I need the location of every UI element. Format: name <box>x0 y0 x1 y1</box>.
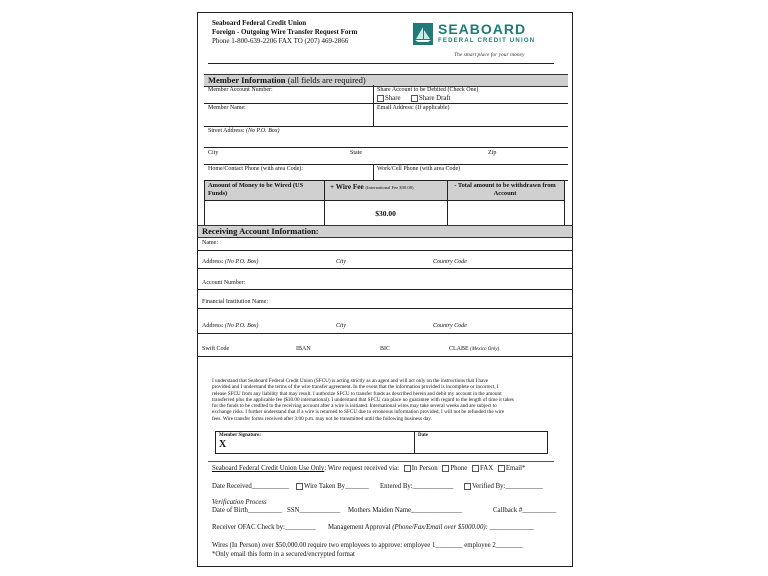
callback-field: Callback #__________ <box>493 507 557 514</box>
fax-checkbox[interactable] <box>472 465 479 472</box>
institution-address-label: Address: (No P.O. Box) <box>202 323 259 329</box>
wire-transfer-form-page <box>197 12 573 567</box>
logo-subtitle: FEDERAL CREDIT UNION <box>438 38 536 44</box>
internal-use-header: Seaboard Federal Credit Union Use Only: Wire request received via: In Person Phone FAX Email* <box>212 465 526 473</box>
iban-label: IBAN <box>296 346 311 352</box>
entered-by-field: Entered By:____________ <box>380 483 454 490</box>
total-withdrawn-label: - Total amount to be withdrawn from Account <box>454 182 556 197</box>
seaboard-logo-icon <box>413 23 433 45</box>
amount-wired-label: Amount of Money to be Wired (US Funds) <box>208 182 304 197</box>
org-name: Seaboard Federal Credit Union <box>212 19 307 27</box>
form-title: Foreign - Outgoing Wire Transfer Request Form <box>212 28 358 36</box>
zip-label: Zip <box>488 150 497 156</box>
receiving-info-header: Receiving Account Information: <box>198 225 572 238</box>
bic-label: BIC <box>380 346 391 352</box>
work-phone-label: Work/Cell Phone (with area Code) <box>377 166 461 172</box>
city-label: City <box>208 150 219 156</box>
management-approval-field: Management Approval (Phone/Fax/Email over $5000.00): _____________ <box>328 524 534 531</box>
member-name-label: Member Name: <box>208 105 246 111</box>
logo-tagline: The smart place for your money <box>454 52 525 58</box>
ssn-field: SSN____________ <box>287 507 341 514</box>
email-label: Email Address: (If applicable) <box>377 105 450 111</box>
financial-institution-label: Financial Institution Name: <box>202 299 268 305</box>
state-label: State <box>350 150 362 156</box>
logo-name: SEABOARD <box>438 21 527 37</box>
share-draft-checkbox[interactable]: Share Draft <box>408 95 451 102</box>
email-encryption-note: *Only email this form in a secured/encrypted format <box>212 551 355 558</box>
wire-fee-value: $30.00 <box>375 209 396 218</box>
institution-country-label: Country Code <box>433 323 467 329</box>
verification-process-label: Verification Process <box>212 499 267 506</box>
clabe-label: CLABE (Mexico Only) <box>449 346 500 352</box>
ofac-check-field: Receiver OFAC Check by:_________ <box>212 524 316 531</box>
member-info-header: Member Information (all fields are required) <box>204 74 568 87</box>
email-checkbox[interactable] <box>498 465 505 472</box>
street-address-label: Street Address: (No P.O. Box) <box>208 128 280 134</box>
signature-x-mark: X <box>219 439 227 450</box>
in-person-checkbox[interactable] <box>404 465 411 472</box>
wires-in-person-note: Wires (In Person) over $50,000.00 require two employees to approve: employee 1________ employee 2________ <box>212 542 523 549</box>
receiving-country-label: Country Code <box>433 259 467 265</box>
receiving-city-label: City <box>336 259 346 265</box>
share-debit-label: Share Account to be Debited (Check One) <box>377 87 479 93</box>
disclaimer-text: I understand that Seaboard Federal Credit Union (SFCU) is acting strictly as an agent and will act only on the instructions that I have provided and I understand the terms of the wire transfer agreement. In the event that the information provided is incomplete or incorrect, I release SFCU from any liability that may result. I authorize SFCU to transfer funds as described herein and debit my account in the amount transferred plus the applicable fee ($30.00 international). I understand that SFCU can place no guarantee with regard to the length of time it takes for the funds to be credited to the receiving account after a wire is initiated. International wires may take several weeks and are subject to exchange risks. I further understand that if a wire is returned to SFCU due to erroneous information provided, I will not be refunded the wire fees. Wire transfer forms received after 3:00 p.m. may not be transmitted until the following business day. <box>212 378 514 422</box>
date-label: Date <box>418 433 428 438</box>
mothers-maiden-name-field: Mothers Maiden Name_______________ <box>348 507 463 514</box>
institution-city-label: City <box>336 323 346 329</box>
signature-date-field[interactable] <box>418 440 542 451</box>
receiving-name-label: Name: <box>202 240 218 246</box>
member-signature-field[interactable] <box>226 440 410 451</box>
member-signature-label: Member Signature: <box>219 433 261 438</box>
phone-fax: Phone 1-800-639-2206 FAX TO (207) 469-2866 <box>212 37 349 45</box>
wire-fee-label: + Wire Fee (International Fee $30.00) <box>330 183 414 191</box>
member-account-number-label: Member Account Number: <box>208 87 273 93</box>
home-phone-label: Home/Contact Phone (with area Code): <box>208 166 303 172</box>
wire-taken-by-field: Wire Taken By_______ <box>296 483 369 490</box>
verified-by-field: Verified By:___________ <box>464 483 543 490</box>
receiving-address-label: Address: (No P.O. Box) <box>202 259 259 265</box>
date-received-field: Date Received___________ <box>212 483 290 490</box>
header-divider <box>208 63 554 64</box>
swift-code-label: Swift Code <box>202 346 230 352</box>
date-of-birth-field: Date of Birth__________ <box>212 507 282 514</box>
phone-checkbox[interactable] <box>442 465 449 472</box>
share-checkbox[interactable]: Share <box>374 95 400 102</box>
receiving-account-number-label: Account Number: <box>202 280 246 286</box>
